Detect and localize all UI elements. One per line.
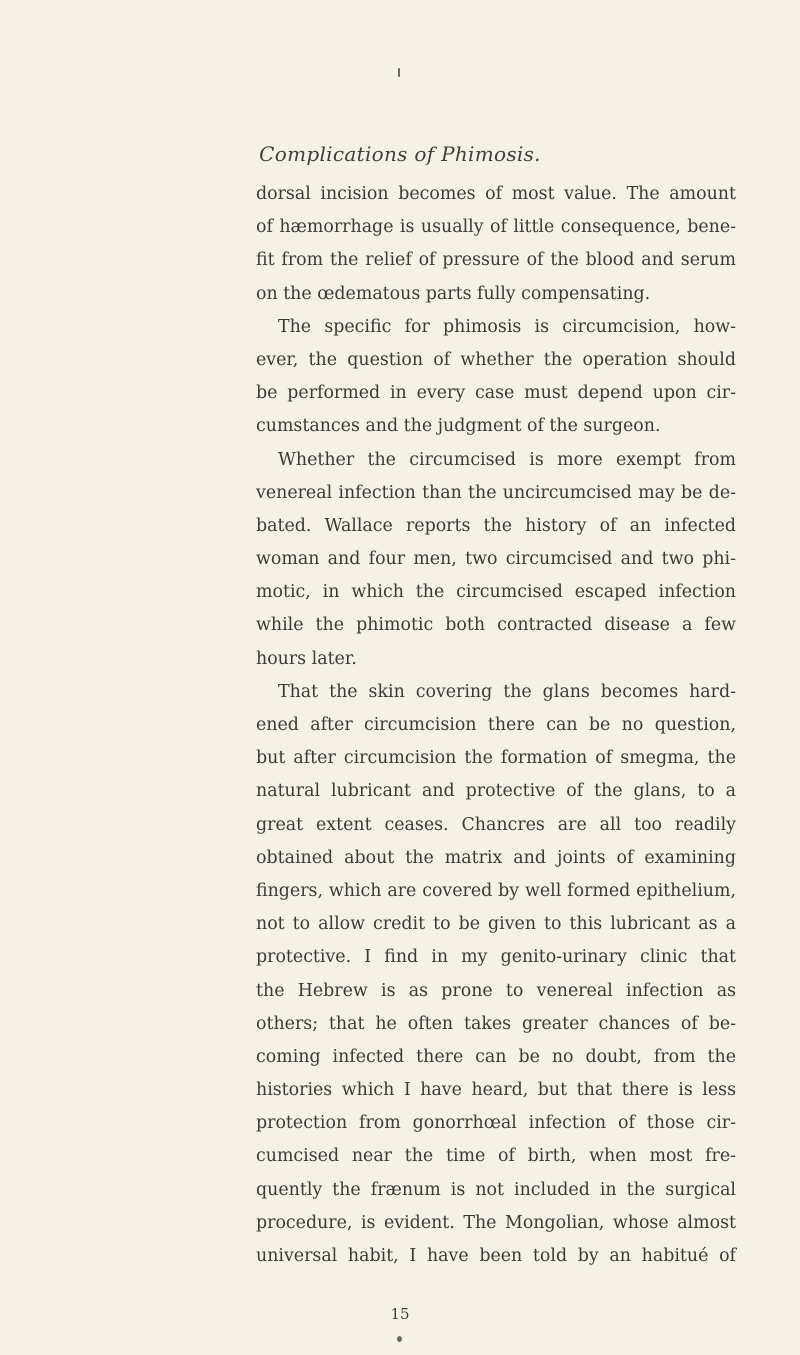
text-line: be performed in every case must depend upon cir- [256, 383, 736, 404]
text-line: while the phimotic both contracted disease a few [256, 615, 736, 636]
text-line: motic, in which the circumcised escaped infection [256, 582, 736, 603]
text-line: protection from gonorrhœal infection of those cir- [256, 1113, 736, 1134]
text-line: natural lubricant and protective of the glans, to a [256, 781, 736, 802]
text-line: The specific for phimosis is circumcision, how- [278, 316, 736, 337]
text-line: ever, the question of whether the operation should [256, 349, 736, 370]
text-line: universal habit, I have been told by an habitué of [256, 1246, 736, 1266]
print-speck [398, 68, 400, 77]
text-line: ened after circumcision there can be no question, [256, 715, 736, 735]
text-line: hours later. [256, 648, 357, 669]
text-line: others; that he often takes greater chances of be- [256, 1013, 736, 1034]
text-line: coming infected there can be no doubt, from the [256, 1046, 736, 1067]
text-line: bated. Wallace reports the history of an infected [256, 515, 736, 536]
text-line: venereal infection than the uncircumcised may be de- [256, 482, 736, 503]
text-line: on the œdematous parts fully compensating. [256, 283, 651, 304]
text-line: That the skin covering the glans becomes hard- [278, 681, 736, 702]
text-line: histories which I have heard, but that there is less [256, 1080, 736, 1101]
text-line: but after circumcision the formation of smegma, the [256, 748, 736, 769]
print-speck [397, 1336, 402, 1342]
running-head: Complications of Phimosis. [259, 142, 541, 166]
text-line: protective. I find in my genito-urinary clinic that [256, 947, 736, 968]
page-number: 15 [390, 1305, 410, 1323]
text-line: fingers, which are covered by well formed epithelium, [256, 880, 736, 901]
text-line: obtained about the matrix and joints of examining [256, 847, 736, 868]
text-line: cumstances and the judgment of the surgeon. [256, 416, 661, 437]
text-line: of hæmorrhage is usually of little consequence, bene- [256, 217, 736, 238]
text-line: fit from the relief of pressure of the blood and serum [256, 250, 736, 271]
text-line: not to allow credit to be given to this lubricant as a [256, 914, 736, 935]
body-text [256, 178, 736, 1273]
text-line: the Hebrew is as prone to venereal infection as [256, 980, 736, 1001]
text-line: woman and four men, two circumcised and two phi- [256, 549, 736, 570]
text-line: procedure, is evident. The Mongolian, whose almost [256, 1212, 736, 1233]
text-line: dorsal incision becomes of most value. The amount [256, 184, 736, 204]
text-line: cumcised near the time of birth, when most fre- [256, 1146, 736, 1167]
text-line: great extent ceases. Chancres are all too readily [256, 814, 736, 835]
text-line: Whether the circumcised is more exempt from [278, 449, 736, 470]
text-line: quently the frænum is not included in the surgical [256, 1179, 736, 1200]
